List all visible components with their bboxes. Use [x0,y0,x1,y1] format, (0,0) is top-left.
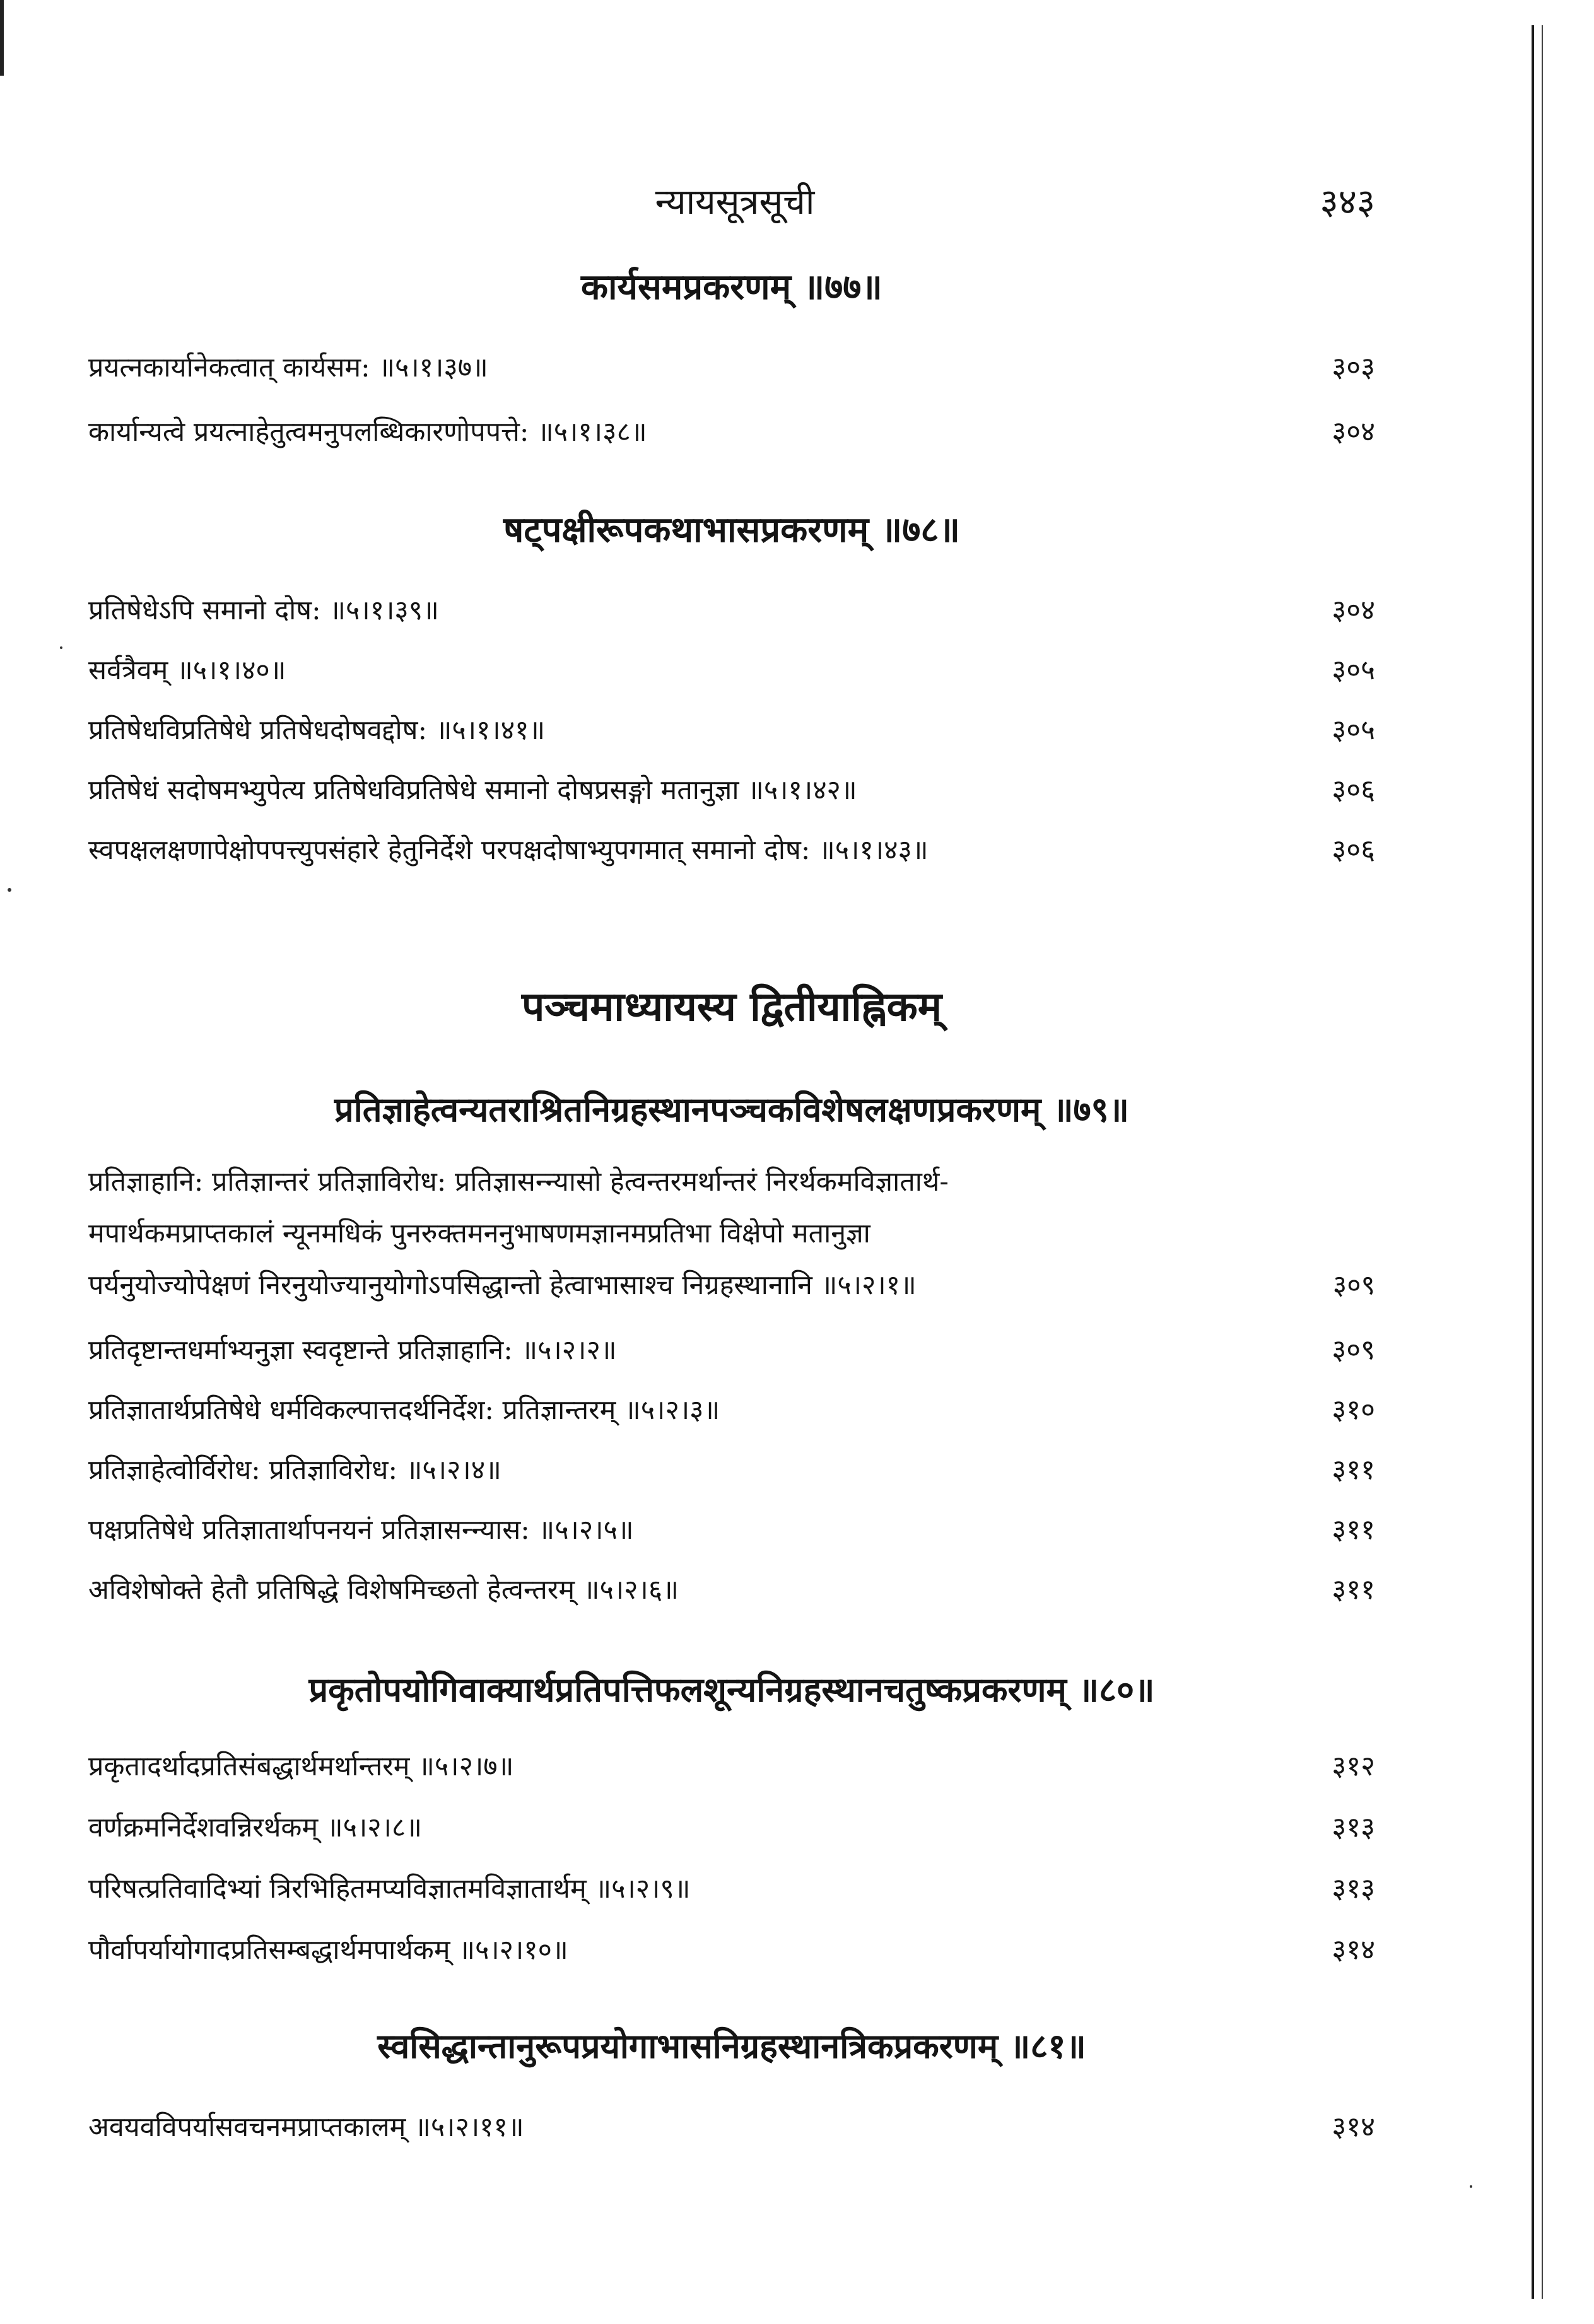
page-ref: ३०४ [1332,416,1375,448]
section-heading-79: प्रतिज्ञाहेत्वन्यतराश्रितनिग्रहस्थानपञ्चकविशेषलक्षणप्रकरणम् ॥७९॥ [334,1089,1129,1130]
entry [88,1329,1375,1367]
running-header [95,177,1375,225]
scan-edge-mark [0,0,4,76]
sutra-text: परिषत्प्रतिवादिभ्यां त्रिरभिहितमप्यविज्ञातमविज्ञातार्थम् ॥५।२।९॥ [88,1873,691,1905]
page-ref: ३११ [1332,1514,1375,1546]
section-heading-77: कार्यसमप्रकरणम् ॥७७॥ [581,266,882,308]
page-ref: ३१४ [1332,2111,1375,2143]
entry [88,1929,1375,1967]
page-ref: ३०९ [1332,1334,1375,1366]
entry [88,1746,1375,1784]
page-ref: ३०५ [1332,714,1375,746]
entry [88,1449,1375,1487]
entry [88,1868,1375,1906]
sutra-text: प्रतिज्ञाहेत्वोर्विरोध: प्रतिज्ञाविरोध: ॥५।२।४॥ [88,1454,501,1486]
binding-rule [1532,25,1534,2299]
entry [88,1569,1375,1607]
binding-rule-inner [1542,25,1543,2299]
sutra-text: अविशेषोक्ते हेतौ प्रतिषिद्धे विशेषमिच्छतो हेत्वन्तरम् ॥५।२।६॥ [88,1574,679,1606]
page-ref: ३१३ [1332,1872,1375,1905]
page-ref: ३१३ [1332,1811,1375,1843]
sutra-text: प्रकृतादर्थादप्रतिसंबद्धार्थमर्थान्तरम् ॥५।२।७॥ [88,1751,514,1782]
sutra-line: पर्यनुयोज्योपेक्षणं निरनुयोज्यानुयोगोऽपसिद्धान्तो हेत्वाभासाश्च निग्रहस्थानानि ॥५।२।१॥ [88,1270,917,1301]
page-ref: ३१२ [1332,1750,1375,1782]
entry [88,2106,1375,2144]
sutra-text: प्रतिषेधविप्रतिषेधे प्रतिषेधदोषवद्दोष: ॥५।१।४१॥ [88,715,546,746]
sutra-text: अवयवविपर्यासवचनमप्राप्तकालम् ॥५।२।११॥ [88,2111,524,2143]
sutra-text: वर्णक्रमनिर्देशवन्निरर्थकम् ॥५।२।८॥ [88,1812,423,1843]
page-number: ३४३ [1320,182,1375,223]
sutra-text: पौर्वापर्यायोगादप्रतिसम्बद्धार्थमपार्थकम् ॥५।२।१०॥ [88,1934,568,1966]
page-ref: ३०६ [1332,774,1375,806]
page-ref: ३०६ [1332,834,1375,866]
sutra-text: प्रतिज्ञातार्थप्रतिषेधे धर्मविकल्पात्तदर्थनिर्देश: प्रतिज्ञान्तरम् ॥५।२।३॥ [88,1394,720,1426]
section-heading-78: षट्पक्षीरूपकथाभासप्रकरणम् ॥७८॥ [503,509,960,551]
page-ref: ३११ [1332,1454,1375,1486]
scan-speck [60,646,62,649]
entry [88,347,1375,385]
sutra-text: प्रतिदृष्टान्तधर्माभ्यनुज्ञा स्वदृष्टान्ते प्रतिज्ञाहानि: ॥५।२।२॥ [88,1334,617,1366]
entry [88,1509,1375,1547]
entry [88,590,1375,628]
sutra-text: पक्षप्रतिषेधे प्रतिज्ञातार्थापनयनं प्रतिज्ञासन्न्यास: ॥५।२।५॥ [88,1514,634,1546]
page-ref: ३१० [1332,1394,1375,1426]
sutra-text: सर्वत्रैवम् ॥५।१।४०॥ [88,655,286,686]
chapter-heading: पञ्चमाध्यायस्य द्वितीयाह्निकम् [521,983,942,1031]
entry [88,709,1375,747]
entry [88,1807,1375,1845]
page-ref: ३०४ [1332,594,1375,626]
page-ref: ३०३ [1332,351,1375,383]
page-ref: ३१४ [1332,1934,1375,1966]
page-ref: ३०९ [1332,1270,1375,1301]
entry [88,650,1375,687]
entry [88,411,1375,449]
header-title: न्यायसूत्रसूची [655,182,815,223]
entry [88,769,1375,807]
scan-speck [8,888,11,892]
sutra-line: मपार्थकमप्राप्तकालं न्यूनमधिकं पुनरुक्तमननुभाषणमज्ञानमप्रतिभा विक्षेपो मतानुज्ञा [88,1218,870,1249]
sutra-text: प्रतिषेधं सदोषमभ्युपेत्य प्रतिषेधविप्रतिषेधे समानो दोषप्रसङ्गो मतानुज्ञा ॥५।१।४२॥ [88,774,857,806]
sutra-text: प्रयत्नकार्यानेकत्वात् कार्यसम: ॥५।१।३७॥ [88,352,488,383]
sutra-text: कार्यान्यत्वे प्रयत्नाहेतुत्वमनुपलब्धिकारणोपपत्ते: ॥५।१।३८॥ [88,416,647,448]
page-ref: ३११ [1332,1574,1375,1606]
entry [88,829,1375,867]
section-heading-81: स्वसिद्धान्तानुरूपप्रयोगाभासनिग्रहस्थानत्रिकप्रकरणम् ॥८१॥ [377,2026,1086,2066]
sutra-line: प्रतिज्ञाहानि: प्रतिज्ञान्तरं प्रतिज्ञाविरोध: प्रतिज्ञासन्न्यासो हेत्वन्तरमर्थान्तरं निरर्थकमविज्ञातार्थ- [88,1166,949,1198]
sutra-text: प्रतिषेधेऽपि समानो दोष: ॥५।१।३९॥ [88,595,439,626]
sutra-text: स्वपक्षलक्षणापेक्षोपपत्त्युपसंहारे हेतुनिर्देशे परपक्षदोषाभ्युपगमात् समानो दोष: ॥५।१।४३॥ [88,834,929,866]
multiline-entry [88,1162,1375,1302]
entry [88,1389,1375,1427]
page-ref: ३०५ [1332,654,1375,686]
scan-speck [1470,2185,1472,2188]
section-heading-80: प्रकृतोपयोगिवाक्यार्थप्रतिपत्तिफलशून्यनिग्रहस्थानचतुष्कप्रकरणम् ॥८०॥ [308,1669,1155,1710]
